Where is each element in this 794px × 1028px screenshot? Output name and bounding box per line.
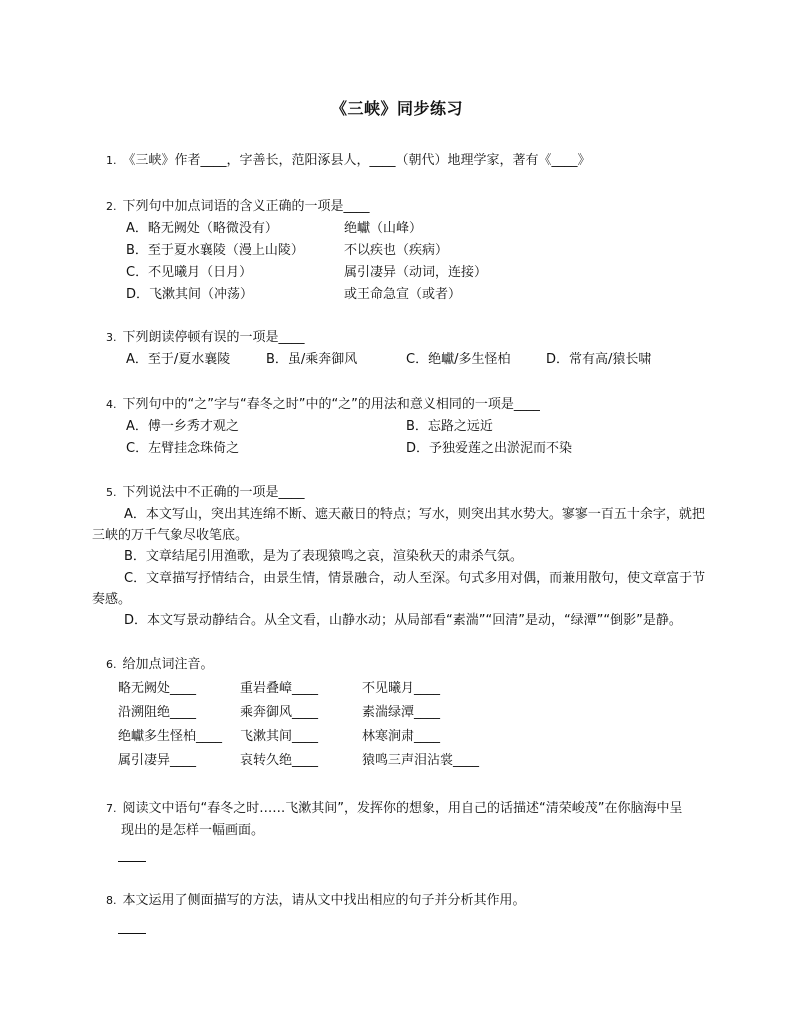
- option-d: D．飞漱其间（冲荡）: [126, 287, 254, 302]
- pinyin-item: 不见曦月____: [362, 681, 441, 696]
- pinyin-item: 猿鸣三声泪沾裳____: [362, 753, 480, 768]
- option-d: D．予独爱莲之出淤泥而不染: [406, 441, 573, 456]
- answer-blank[interactable]: [118, 860, 146, 862]
- question-number: 8.: [106, 894, 117, 907]
- statement-b-text: B．文章结尾引用渔歌，是为了表现猿鸣之哀，渲染秋天的肃杀气氛。: [124, 549, 523, 564]
- question-3: [106, 327, 305, 348]
- option-b: B．虽/乘奔御风: [266, 352, 358, 367]
- pinyin-item: 哀转久绝____: [240, 753, 319, 768]
- option-b-pair: 不以疾也（疾病）: [344, 243, 449, 258]
- question-number: 5.: [106, 486, 117, 499]
- statement-b: [92, 546, 712, 567]
- option-c: C．绝巘/多生怪柏: [406, 352, 511, 367]
- statement-d-text: D．本文写景动静结合。从全文看，山静水动；从局部看“素湍”“回清”是动，“绿潭”“倒影”是静。: [124, 613, 682, 628]
- option-c: C．左臂挂念珠倚之: [126, 441, 240, 456]
- option-b: B．至于夏水襄陵（漫上山陵）: [126, 243, 304, 258]
- option-d-pair: 或王命急宣（或者）: [344, 287, 462, 302]
- option-d: D．常有高/猿长啸: [546, 352, 652, 367]
- question-text: 《三峡》作者____，字善长，范阳涿县人，____（朝代）地理学家，著有《____》: [122, 153, 591, 168]
- question-number: 4.: [106, 398, 117, 411]
- question-7-continued: 现出的是怎样一幅画面。: [121, 823, 265, 838]
- pinyin-item: 沿溯阻绝____: [118, 705, 197, 720]
- question-number: 2.: [106, 200, 117, 213]
- page-title: 《三峡》同步练习: [330, 99, 463, 118]
- pinyin-item: 属引凄异____: [118, 753, 197, 768]
- statement-c: [92, 568, 712, 610]
- question-4: [106, 394, 540, 415]
- pinyin-item: 绝巘多生怪柏____: [118, 729, 223, 744]
- question-number: 3.: [106, 331, 117, 344]
- question-8: [106, 890, 526, 911]
- pinyin-item: 飞漱其间____: [240, 729, 319, 744]
- question-stem: 下列句中的“之”字与“春冬之时”中的“之”的用法和意义相同的一项是____: [122, 397, 540, 412]
- pinyin-item: 略无阙处____: [118, 681, 197, 696]
- option-a: A．至于/夏水襄陵: [126, 352, 231, 367]
- statement-a: [92, 504, 712, 546]
- pinyin-item: 重岩叠嶂____: [240, 681, 319, 696]
- question-5: [106, 482, 305, 503]
- question-number: 7.: [106, 802, 117, 815]
- pinyin-item: 林寒涧肃____: [362, 729, 441, 744]
- question-number: 1.: [106, 154, 117, 167]
- question-stem: 给加点词注音。: [122, 657, 214, 672]
- statement-d: [92, 610, 712, 631]
- pinyin-item: 乘奔御风____: [240, 705, 319, 720]
- question-number: 6.: [106, 658, 117, 671]
- question-6: [106, 654, 214, 675]
- option-b: B．忘路之远近: [406, 419, 493, 434]
- option-a: A．傅一乡秀才观之: [126, 419, 239, 434]
- question-7: [106, 798, 682, 819]
- statement-c-text: C．文章描写抒情结合，由景生情，情景融合，动人至深。句式多用对偶，而兼用散句，使文章富于节奏感。: [92, 571, 706, 607]
- answer-blank[interactable]: [118, 932, 146, 934]
- option-c-pair: 属引凄异（动词，连接）: [344, 265, 488, 280]
- question-stem: 下列朗读停顿有误的一项是____: [122, 330, 305, 345]
- question-2: [106, 196, 370, 217]
- question-stem: 下列句中加点词语的含义正确的一项是____: [122, 199, 370, 214]
- question-stem: 下列说法中不正确的一项是____: [122, 485, 305, 500]
- option-a: A．略无阙处（略微没有）: [126, 221, 278, 236]
- question-1: [106, 150, 591, 171]
- pinyin-item: 素湍绿潭____: [362, 705, 441, 720]
- option-a-pair: 绝巘（山峰）: [344, 221, 423, 236]
- statement-a-text: A．本文写山，突出其连绵不断、遮天蔽日的特点；写水，则突出其水势大。寥寥一百五十余字，就把三峡的万千气象尽收笔底。: [92, 507, 705, 543]
- option-c: C．不见曦月（日月）: [126, 265, 253, 280]
- question-text: 本文运用了侧面描写的方法，请从文中找出相应的句子并分析其作用。: [122, 893, 526, 908]
- question-text: 阅读文中语句“春冬之时……飞漱其间”，发挥你的想象，用自己的话描述“清荣峻茂”在你脑海中呈: [122, 801, 683, 816]
